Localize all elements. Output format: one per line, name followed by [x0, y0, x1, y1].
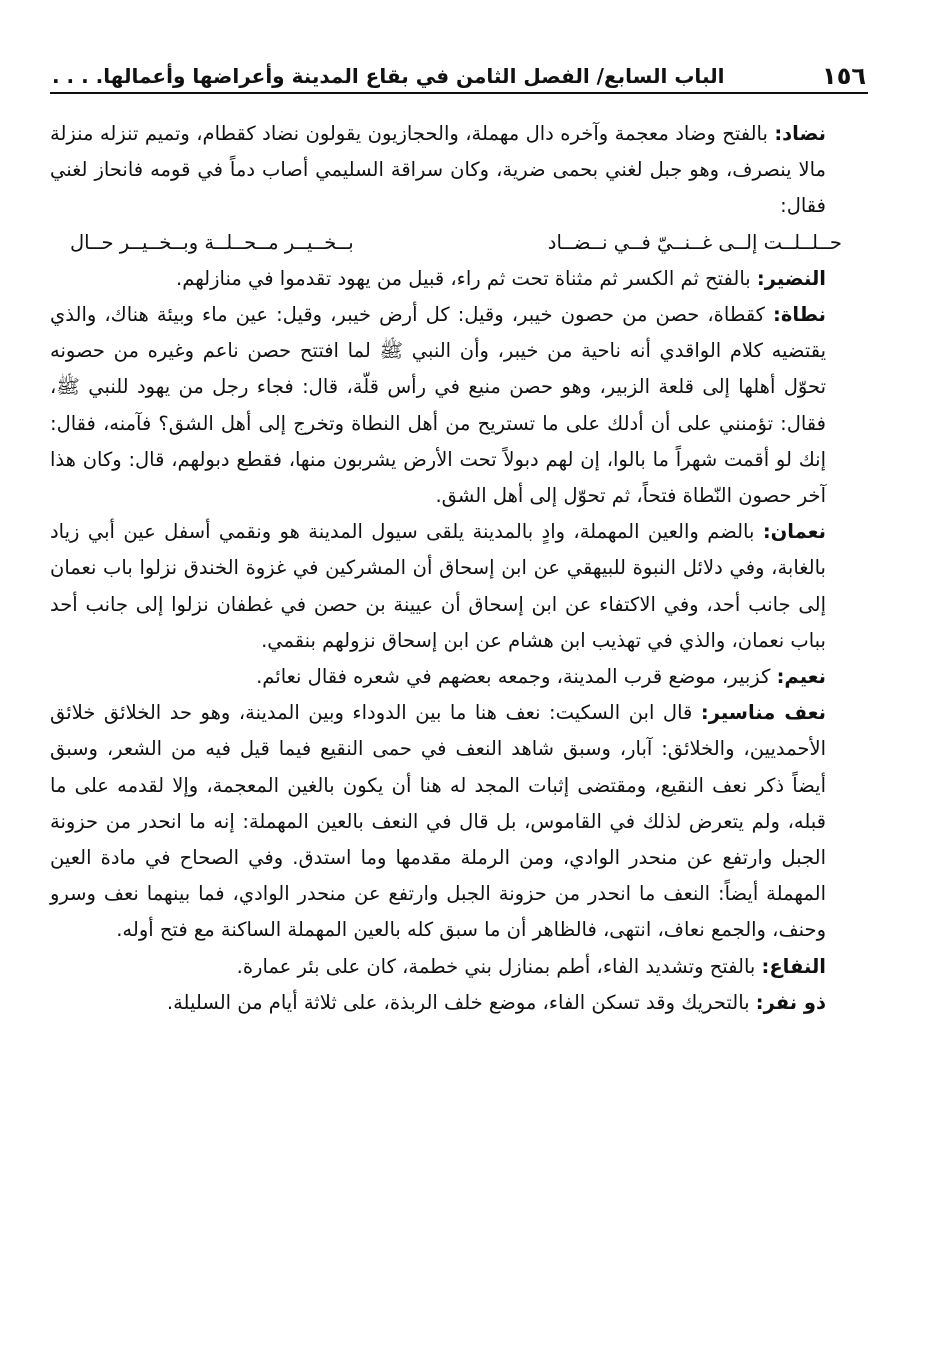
headword: النضير:: [756, 266, 826, 290]
entry-text: بالفتح ثم الكسر ثم مثناة تحت ثم راء، قبيل من يهود تقدموا في منازلهم.: [176, 266, 757, 290]
poem-verse: [50, 225, 868, 261]
entry-dhu-nafar: [50, 985, 868, 1021]
page-number: ١٥٦: [822, 62, 866, 90]
entry-nadir: [50, 261, 868, 297]
poem-second-hemistich: بــخــيــر مــحــلــة وبــخــيــر حــال: [70, 230, 354, 254]
chapter-title: الباب السابع/ الفصل الثامن في بقاع المدينة وأعراضها وأعمالها. . . .: [52, 64, 725, 88]
headword: نعمان:: [762, 520, 826, 544]
headword: ذو نفر:: [755, 990, 826, 1014]
poem-first-hemistich: حــلــلــت إلــى غــنــيّ فــي نــضــاد: [547, 230, 842, 254]
headword: النفاع:: [761, 954, 826, 978]
entry-text: بالضم والعين المهملة، وادٍ بالمدينة يلقى سيول المدينة هو ونقمي أسفل عين أبي زياد بالغابة، وفي دلائل النبوة للبيهقي عن ابن إسحاق أن المشركين في غزوة الخندق نزلوا باب نعمان إلى جانب أحد، وفي الاكتفاء عن ابن إسحاق أن عيينة بن حصن في غطفان نزلوا إلى جانب أحد بباب نعمان، والذي في تهذيب ابن هشام عن ابن إسحاق نزولهم بنقمي.: [50, 520, 826, 652]
running-header: [50, 56, 868, 94]
entry-text: بالتحريك وقد تسكن الفاء، موضع خلف الربذة، على ثلاثة أيام من السليلة.: [166, 990, 756, 1014]
entry-text: قال ابن السكيت: نعف هنا ما بين الدوداء وبين المدينة، وهو حد الخلائق خلائق الأحمديين، والخلائق: آبار، وسبق شاهد النعف في حمى النقيع فيما قيل فيه من الشعر، وسبق أيضاً ذكر نعف النقيع، ومقتضى إثبات المجد له هنا أن يكون بالغين المعجمة، وإلا لقدمه على ما قبله، ولم يتعرض لذلك في القاموس، بل قال في النعف بالعين المهملة: إنه ما انحدر من حزونة الجبل وارتفع عن منحدر الوادي، ومن الرملة مقدمها وما استدق. وفي الصحاح في مادة العين المهملة أيضاً: النعف ما انحدر من حزونة الجبل وارتفع عن منحدر الوادي، فما بينهما نعف وسرو وحنف، والجمع نعاف، انتهى، فالظاهر أن ما سبق كله بالعين المهملة الساكنة مع فتح أوله.: [50, 701, 826, 942]
body-text: [50, 116, 868, 1021]
entry-text: بالفتح وضاد معجمة وآخره دال مهملة، والحجازيون يقولون نضاد كقطام، وتميم تنزله منزلة مالا ينصرف، وهو جبل لغني بحمى ضرية، وكان سراقة السليمي أصاب دماً في قومه فانحاز لغني فقال:: [50, 122, 826, 218]
entry-naffa: [50, 949, 868, 985]
headword: نعف مناسير:: [700, 701, 826, 725]
entry-numan: [50, 514, 868, 659]
entry-text: كزبير، موضع قرب المدينة، وجمعه بعضهم في شعره فقال نعائم.: [256, 665, 777, 689]
entry-nataa: [50, 297, 868, 514]
entry-nuaym: [50, 659, 868, 695]
headword: نضاد:: [774, 122, 826, 145]
headword: نطاة:: [773, 303, 826, 327]
book-page: [50, 56, 868, 1021]
headword: نعيم:: [776, 665, 826, 689]
entry-text: كقطاة، حصن من حصون خيبر، وقيل: كل أرض خيبر، وقيل: عين ماء وبيئة هناك، والذي يقتضيه كلام الواقدي أنه ناحية من خيبر، وأن النبي ﷺ لما افتتح حصن ناعم وغيره من حصونه تحوّل أهلها إلى قلعة الزبير، وهو حصن منيع في رأس قلّة، قال: فجاء رجل من يهود للنبي ﷺ، فقال: تؤمنني على أن أدلك على ما تستريح من أهل النطاة وتخرج إلى أهل الشق؟ فآمنه، فقال: إنك لو أقمت شهراً ما بالوا، إن لهم دبولاً تحت الأرض يشربون منها، فقطع دبولهم، قال: وكان هذا آخر حصون النّطاة فتحاً، ثم تحوّل إلى أهل الشق.: [50, 303, 826, 508]
entry-naf-manasir: [50, 695, 868, 948]
entry-nidad: [50, 116, 868, 225]
entry-text: بالفتح وتشديد الفاء، أطم بمنازل بني خطمة، كان على بئر عمارة.: [236, 954, 762, 978]
